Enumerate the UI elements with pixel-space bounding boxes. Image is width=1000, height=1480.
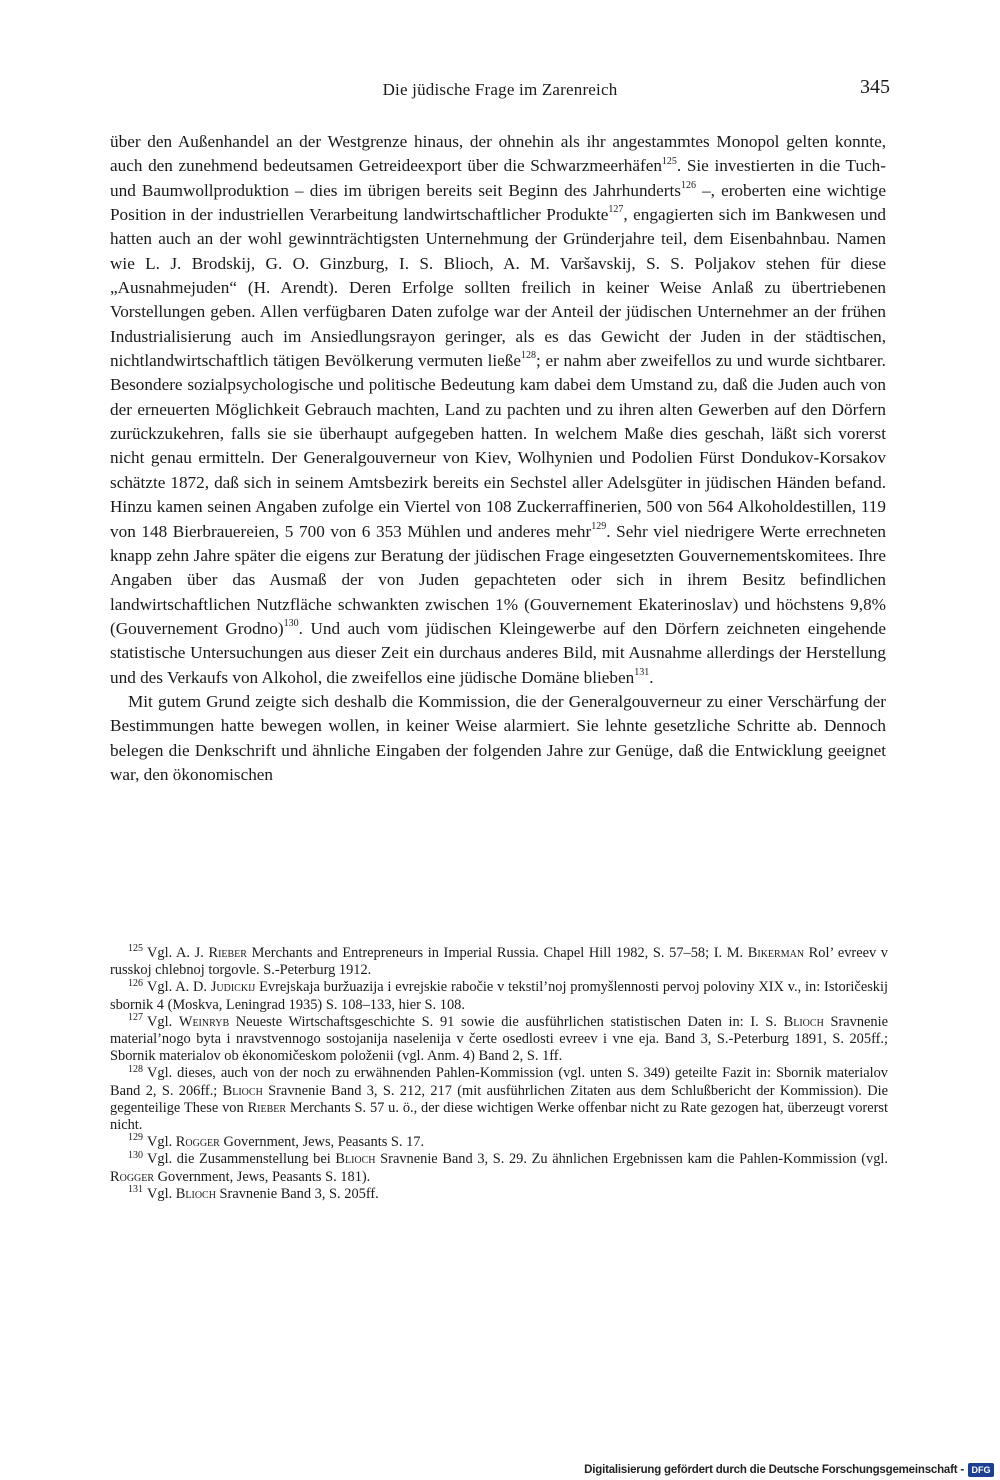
footnote-126 xyxy=(110,979,888,1013)
footnote-text: Vgl. xyxy=(147,1134,176,1151)
footnote-text: Sravnenie Band 3, S. 212, 217 (mit ausführlichen Zitaten aus dem Schlußbericht der Kommission). Die gegenteilige These von xyxy=(110,1082,888,1116)
running-title: Die jüdische Frage im Zarenreich xyxy=(382,80,618,99)
footnote-130 xyxy=(110,1151,888,1185)
footnote-text: Sravnenie Band 3, S. 205ff. xyxy=(215,1185,379,1202)
text-run: . Sie investierten in die Tuch- und Baumwollproduktion – dies im übrigen bereits seit Beginn des Jahrhunderts xyxy=(110,156,886,200)
footnote-ref-127[interactable]: 127 xyxy=(608,204,624,216)
footnote-text: Vgl. A. D. xyxy=(147,979,211,996)
author-name: Blioch xyxy=(222,1082,263,1099)
author-name: Blioch xyxy=(175,1185,216,1202)
footnote-text: Vgl. xyxy=(147,1013,179,1030)
footnote-127 xyxy=(110,1014,888,1066)
footnote-text: Vgl. dieses, auch von der noch zu erwähnenden Pahlen-Kommission (vgl. unten S. 349) geteilte Fazit in: Sbornik materialov Band 2, S. 206ff.; xyxy=(110,1065,888,1099)
text-run: , engagierten sich im Bankwesen und hatten auch an der wohl gewinnträchtigsten Unternehmung der Gründerjahre teil, dem Eisenbahnbau. Namen wie L. J. Brodskij, G. O. Ginzburg, I. S. Blioch, A. M. Varšavskij, S. S. Poljakov stehen für diese „Ausnahmejuden“ (H. Arendt). Deren Erfolge sollten freilich in keiner Weise Anlaß zu übertriebenen Vorstellungen geben. Allen verfügbaren Daten zufolge war der Anteil der jüdischen Unternehmer an der frühen Industrialisierung auch im Ansiedlungsrayon geringer, als es das Gewicht der Juden in der städtischen, nichtlandwirtschaftlich tätigen Bevölkerung vermuten ließe xyxy=(110,205,887,371)
footnote-number: 125 xyxy=(128,943,143,955)
footnote-text: Merchants and Entrepreneurs in Imperial Russia. Chapel Hill 1982, S. 57–58; I. M. xyxy=(246,945,748,961)
footnote-ref-128[interactable]: 128 xyxy=(521,350,537,362)
footnote-number: 131 xyxy=(128,1184,143,1196)
footnote-text: Rol’ evreev v russkoj chlebnoj torgovle. S.-Peterburg 1912. xyxy=(110,945,888,979)
text-run: über den Außenhandel an der Westgrenze hinaus, der ohnehin als ihr angestammtes Monopol gelten konnte, auch den zunehmend bedeutsamen Getreideexport über die Schwarzmeerhäfen xyxy=(110,132,886,176)
author-name: Rieber xyxy=(208,945,247,961)
footnote-text: Government, Jews, Peasants S. 17. xyxy=(219,1134,425,1151)
footnote-129 xyxy=(110,1134,888,1151)
footnote-text: Neueste Wirtschaftsgeschichte S. 91 sowie die ausführlichen statistischen Daten in: I. S. xyxy=(229,1013,784,1030)
digitization-footer xyxy=(0,1460,1000,1480)
footnote-text: Sravnenie Band 3, S. 29. Zu ähnlichen Ergebnissen kam die Pahlen-Kommission (vgl. xyxy=(375,1151,889,1168)
footnote-number: 128 xyxy=(128,1063,143,1075)
footnote-number: 129 xyxy=(128,1132,143,1144)
footnote-ref-131[interactable]: 131 xyxy=(634,666,650,678)
footnote-ref-130[interactable]: 130 xyxy=(283,618,299,630)
page-header xyxy=(110,76,890,106)
footnote-ref-126[interactable]: 126 xyxy=(680,179,696,191)
footnote-125 xyxy=(110,945,888,979)
author-name: Blioch xyxy=(783,1013,824,1030)
footnote-number: 130 xyxy=(128,1149,143,1161)
author-name: Judickij xyxy=(210,979,256,996)
author-name: Rogger xyxy=(175,1134,220,1151)
author-name: Blioch xyxy=(335,1151,376,1168)
text-run: –, eroberten eine wichtige Position in der industriellen Verarbeitung landwirtschaftlicher Produkte xyxy=(110,180,886,225)
footnote-number: 127 xyxy=(128,1012,143,1024)
dfg-logo-icon[interactable]: DFG xyxy=(968,1463,994,1477)
footnote-text: Government, Jews, Peasants S. 181). xyxy=(154,1168,371,1185)
footnote-number: 126 xyxy=(128,977,143,989)
text-run: . Und auch vom jüdischen Kleingewerbe auf den Dörfern zeichneten eingehende statistische Untersuchungen aus dieser Zeit ein durchaus anderes Bild, mit Ausnahme allerdings der Herstellung und des Verkaufs von Alkohol, die zweifellos eine jüdische Domäne blieben xyxy=(110,618,886,687)
footnote-ref-125[interactable]: 125 xyxy=(661,155,677,167)
author-name: Rieber xyxy=(247,1099,287,1116)
footnote-text: Sravnenie material’nogo byta i nravstvennogo sostojanija naselenija v čerte osedlosti evreev i vne eja. Band 3, S.-Peterburg 1891, S. 205ff.; Sbornik materialov ob ėkonomičeskom položenii (vgl. Anm. 4) Band 2, S. 1ff. xyxy=(110,1013,888,1065)
footnote-text: Vgl. A. J. xyxy=(147,945,209,961)
page-number: 345 xyxy=(860,76,890,98)
footnote-text: Evrejskaja buržuazija i evrejskie rabočie v tekstil’noj promyšlennosti pervoj poloviny XIX v., in: Istoričeskij sbornik 4 (Moskva, Leningrad 1935) S. 108–133, hier S. 108. xyxy=(110,979,888,1013)
footnotes xyxy=(110,945,888,1203)
text-run: ; er nahm aber zweifellos zu und wurde sichtbarer. Besondere sozialpsychologische und politische Bedeutung kam dabei dem Umstand zu, daß die Juden auch von der erneuerten Möglichkeit Gebrauch machten, Land zu pachten und zu ihren alten Gewerben auf den Dörfern zurückzukehren, falls sie sie überhaupt aufgegeben hatten. In welchem Maße dies geschah, läßt sich vorerst nicht genau ermitteln. Der Generalgouverneur von Kiev, Wolhynien und Podolien Fürst Dondukov-Korsakov schätzte 1872, daß sich in seinem Amtsbezirk bereits ein Sechstel aller Adelsgüter in jüdischen Händen befand. Hinzu kamen seinen Angaben zufolge ein Viertel von 108 Zuckerraffinerien, 500 von 564 Alkoholdestillen, 119 von 148 Bierbrauereien, 5 700 von 6 353 Mühlen und anderes mehr xyxy=(110,351,886,541)
footnote-text: Vgl. xyxy=(147,1185,176,1202)
footnote-131 xyxy=(110,1186,888,1203)
author-name: Bikerman xyxy=(747,945,805,961)
author-name: Rogger xyxy=(110,1168,155,1185)
footnote-128 xyxy=(110,1065,888,1134)
footnote-ref-129[interactable]: 129 xyxy=(591,520,607,532)
dfg-credit: Digitalisierung gefördert durch die Deutsche Forschungsgemeinschaft - xyxy=(584,1464,964,1476)
text-run: . xyxy=(649,667,654,687)
paragraph-1 xyxy=(110,130,886,690)
text-run: . Sehr viel niedrigere Werte errechneten knapp zehn Jahre später die eigens zur Beratung der jüdischen Frage eingesetzten Gouvernementskomitees. Ihre Angaben über das Ausmaß der von Juden gepachteten oder sich in ihrem Besitz befindlichen landwirtschaftlichen Nutzfläche schwankten zwischen 1% (Gouvernement Ekaterinoslav) und höchstens 9,8% (Gouvernement Grodno) xyxy=(110,521,886,638)
paragraph-2: Mit gutem Grund zeigte sich deshalb die Kommission, die der Generalgouverneur zu einer Verschärfung der Bestimmungen hatte bewegen wollen, in keiner Weise alarmiert. Sie lehnte gesetzliche Schritte ab. Dennoch belegen die Denkschrift und ähnliche Eingaben der folgenden Jahre zur Genüge, daß die Entwicklung geeignet war, den ökonomischen xyxy=(110,691,886,784)
author-name: Weinryb xyxy=(178,1013,230,1030)
footnote-text: Vgl. die Zusammenstellung bei xyxy=(147,1151,336,1168)
footnote-text: Merchants S. 57 u. ö., der diese wichtigen Werke offenbar nicht zu Rate gezogen hat, überzeugt vorerst nicht. xyxy=(110,1099,889,1134)
body-text xyxy=(110,130,886,787)
